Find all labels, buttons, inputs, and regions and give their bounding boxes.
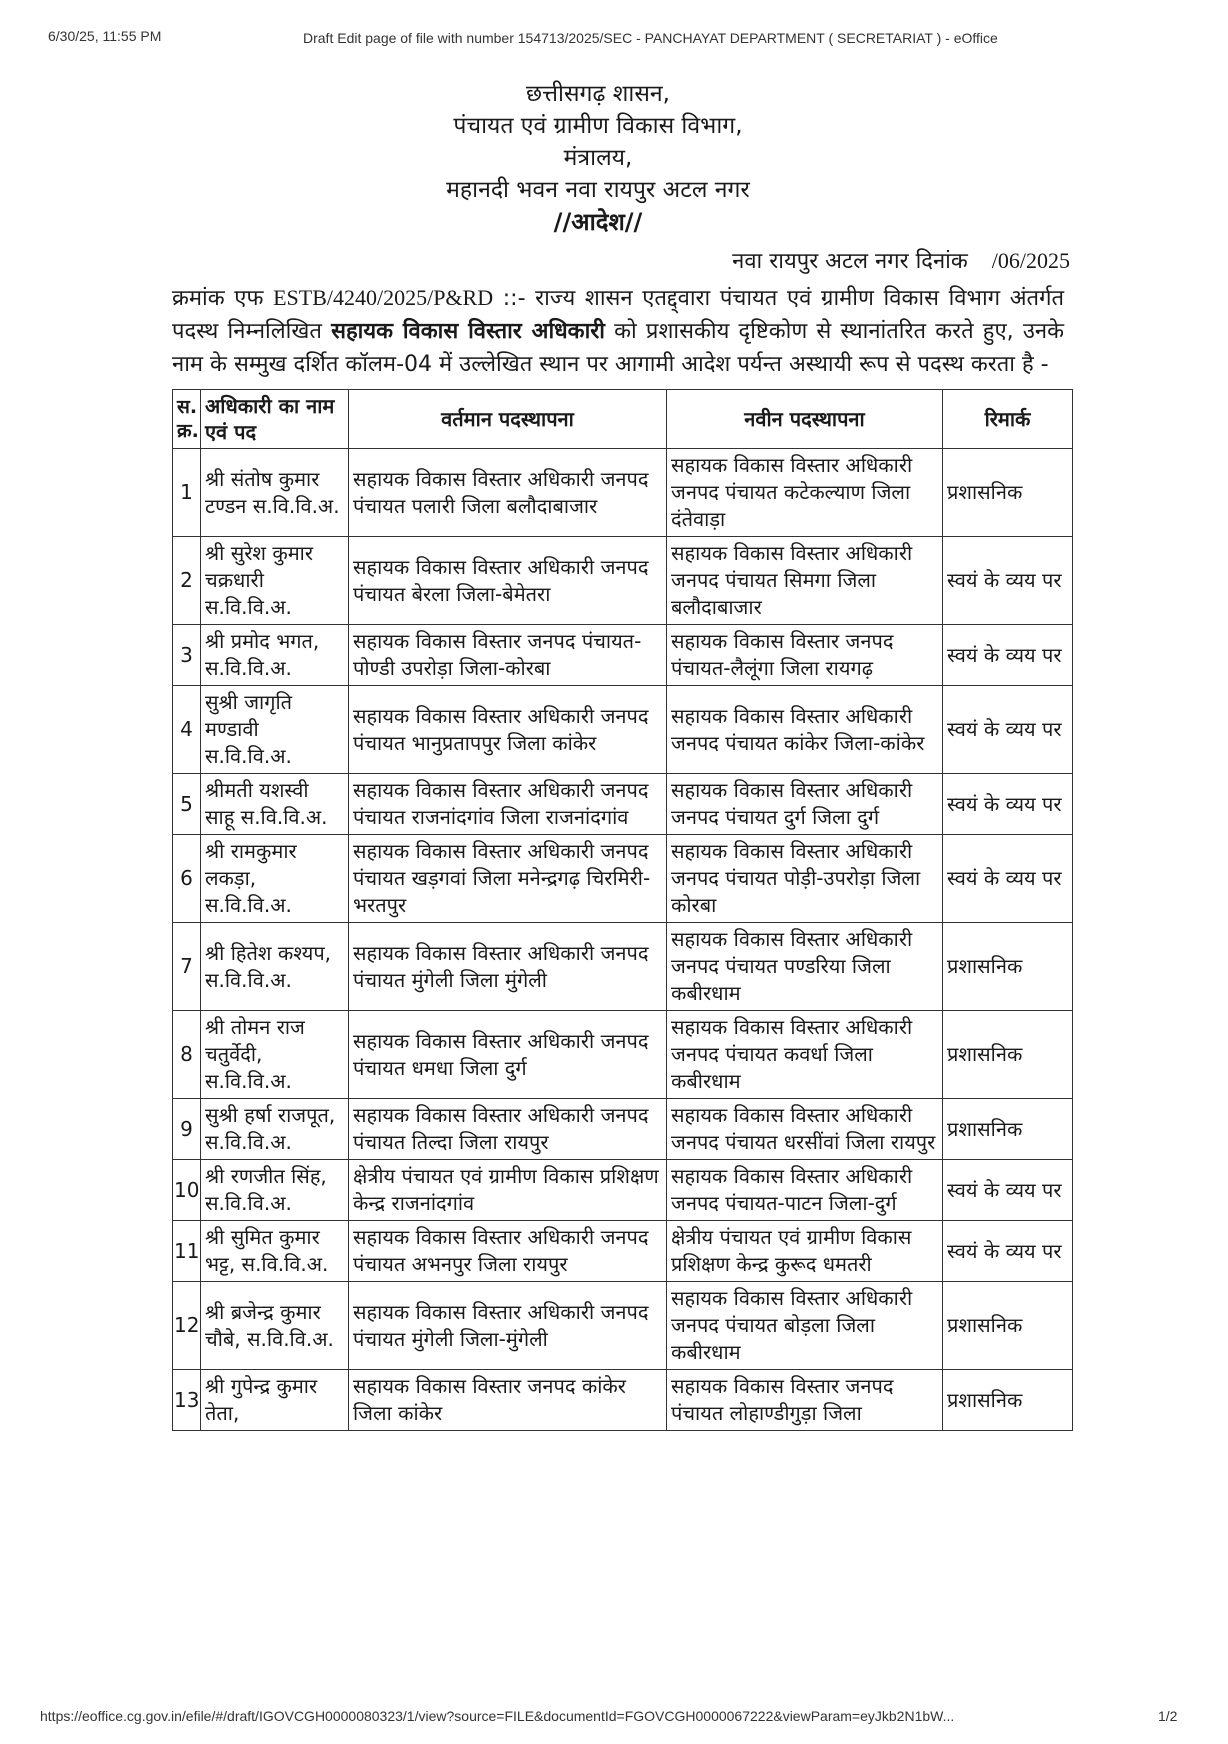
order-paragraph [172,281,1064,381]
reference-number: ESTB/4240/2025/P&RD [273,285,494,310]
row-remark: स्वयं के व्यय पर [943,1221,1073,1282]
row-sno: 7 [173,923,201,1011]
row-remark: स्वयं के व्यय पर [943,537,1073,625]
date-place: नवा रायपुर अटल नगर दिनांक [732,249,968,274]
table-row [173,1160,1073,1221]
row-current-posting: सहायक विकास विस्तार अधिकारी जनपद पंचायत राजनांदगांव जिला राजनांदगांव [349,774,667,835]
designation-bold: सहायक विकास विस्तार अधिकारी [331,319,605,344]
row-current-posting: सहायक विकास विस्तार अधिकारी जनपद पंचायत अभनपुर जिला रायपुर [349,1221,667,1282]
row-current-posting: सहायक विकास विस्तार अधिकारी जनपद पंचायत बेरला जिला-बेमेतरा [349,537,667,625]
table-row [173,1370,1073,1431]
document-body [172,78,1070,1431]
row-new-posting: सहायक विकास विस्तार जनपद पंचायत लोहाण्डीगुड़ा जिला [667,1370,943,1431]
transfer-table [172,389,1073,1431]
row-officer-name: श्री सुरेश कुमार चक्रधारी स.वि.वि.अ. [201,537,349,625]
table-row [173,686,1073,774]
table-row [173,1221,1073,1282]
table-row [173,1099,1073,1160]
row-new-posting: क्षेत्रीय पंचायत एवं ग्रामीण विकास प्रशिक्षण केन्द्र कुरूद धमतरी [667,1221,943,1282]
page-url: https://eoffice.cg.gov.in/efile/#/draft/IGOVCGH0000080323/1/view?source=FILE&documentId=FGOVCGH0000067222&viewParam=eyJkb2N1bW... [40,1708,955,1724]
row-new-posting: सहायक विकास विस्तार अधिकारी जनपद पंचायत कटेकल्याण जिला दंतेवाड़ा [667,449,943,537]
row-sno: 1 [173,449,201,537]
row-new-posting: सहायक विकास विस्तार अधिकारी जनपद पंचायत कवर्धा जिला कबीरधाम [667,1011,943,1099]
row-sno: 4 [173,686,201,774]
row-officer-name: श्री रणजीत सिंह, स.वि.वि.अ. [201,1160,349,1221]
print-datetime: 6/30/25, 11:55 PM [48,28,162,44]
order-prefix: क्रमांक एफ [172,286,274,311]
row-officer-name: श्री गुपेन्द्र कुमार तेता, [201,1370,349,1431]
row-new-posting: सहायक विकास विस्तार अधिकारी जनपद पंचायत सिमगा जिला बलौदाबाजार [667,537,943,625]
row-new-posting: सहायक विकास विस्तार अधिकारी जनपद पंचायत बोड़ला जिला कबीरधाम [667,1282,943,1370]
row-officer-name: श्रीमती यशस्वी साहू स.वि.वि.अ. [201,774,349,835]
row-officer-name: श्री तोमन राज चतुर्वेदी, स.वि.वि.अ. [201,1011,349,1099]
letterhead [132,78,1064,238]
row-remark: प्रशासनिक [943,1282,1073,1370]
row-officer-name: श्री रामकुमार लकड़ा, स.वि.वि.अ. [201,835,349,923]
row-current-posting: सहायक विकास विस्तार अधिकारी जनपद पंचायत खड़गवां जिला मनेन्द्रगढ़ चिरमिरी-भरतपुर [349,835,667,923]
row-new-posting: सहायक विकास विस्तार अधिकारी जनपद पंचायत पण्डरिया जिला कबीरधाम [667,923,943,1011]
table-header-row [173,390,1073,449]
table-row [173,774,1073,835]
row-remark: स्वयं के व्यय पर [943,1160,1073,1221]
table-row [173,1282,1073,1370]
row-current-posting: सहायक विकास विस्तार जनपद कांकेर जिला कांकेर [349,1370,667,1431]
row-new-posting: सहायक विकास विस्तार अधिकारी जनपद पंचायत धरसींवां जिला रायपुर [667,1099,943,1160]
header-current-posting: वर्तमान पदस्थापना [349,390,667,449]
row-remark: स्वयं के व्यय पर [943,625,1073,686]
letterhead-ministry: मंत्रालय, [563,145,633,171]
row-current-posting: सहायक विकास विस्तार अधिकारी जनपद पंचायत पलारी जिला बलौदाबाजार [349,449,667,537]
row-sno: 5 [173,774,201,835]
order-date: /06/2025 [991,248,1070,273]
letterhead-department: पंचायत एवं ग्रामीण विकास विभाग, [453,113,743,139]
row-sno: 8 [173,1011,201,1099]
letterhead-address: महानदी भवन नवा रायपुर अटल नगर [446,177,750,203]
date-line [172,244,1070,279]
row-remark: प्रशासनिक [943,1370,1073,1431]
row-officer-name: सुश्री जागृति मण्डावी स.वि.वि.अ. [201,686,349,774]
table-row [173,835,1073,923]
row-sno: 13 [173,1370,201,1431]
print-header [0,28,1228,52]
row-current-posting: सहायक विकास विस्तार अधिकारी जनपद पंचायत भानुप्रतापपुर जिला कांकेर [349,686,667,774]
row-sno: 3 [173,625,201,686]
row-remark: प्रशासनिक [943,1099,1073,1160]
print-footer [0,1708,1228,1732]
header-officer-name: अधिकारी का नाम एवं पद [201,390,349,449]
row-sno: 10 [173,1160,201,1221]
row-sno: 9 [173,1099,201,1160]
row-officer-name: श्री संतोष कुमार टण्डन स.वि.वि.अ. [201,449,349,537]
print-page-title: Draft Edit page of file with number 154713/2025/SEC - PANCHAYAT DEPARTMENT ( SECRETARIAT ) - eOffice [303,30,998,46]
row-officer-name: सुश्री हर्षा राजपूत, स.वि.वि.अ. [201,1099,349,1160]
row-new-posting: सहायक विकास विस्तार अधिकारी जनपद पंचायत पोड़ी-उपरोड़ा जिला कोरबा [667,835,943,923]
page-number: 1/2 [1158,1708,1178,1724]
header-sno: स. क्र. [173,390,201,449]
row-new-posting: सहायक विकास विस्तार जनपद पंचायत-लैलूंगा जिला रायगढ़ [667,625,943,686]
row-officer-name: श्री ब्रजेन्द्र कुमार चौबे, स.वि.वि.अ. [201,1282,349,1370]
row-new-posting: सहायक विकास विस्तार अधिकारी जनपद पंचायत दुर्ग जिला दुर्ग [667,774,943,835]
header-new-posting: नवीन पदस्थापना [667,390,943,449]
row-remark: स्वयं के व्यय पर [943,686,1073,774]
table-row [173,923,1073,1011]
row-current-posting: सहायक विकास विस्तार अधिकारी जनपद पंचायत धमधा जिला दुर्ग [349,1011,667,1099]
table-row [173,449,1073,537]
row-sno: 11 [173,1221,201,1282]
row-officer-name: श्री हितेश कश्यप, स.वि.वि.अ. [201,923,349,1011]
row-remark: स्वयं के व्यय पर [943,835,1073,923]
table-row [173,537,1073,625]
table-row [173,625,1073,686]
table-row [173,1011,1073,1099]
row-officer-name: श्री प्रमोद भगत, स.वि.वि.अ. [201,625,349,686]
table-body [173,449,1073,1431]
row-new-posting: सहायक विकास विस्तार अधिकारी जनपद पंचायत कांकेर जिला-कांकेर [667,686,943,774]
header-remark: रिमार्क [943,390,1073,449]
row-remark: प्रशासनिक [943,1011,1073,1099]
order-title: //आदेश// [553,208,643,236]
letterhead-government: छत्तीसगढ़ शासन, [526,81,670,107]
row-sno: 6 [173,835,201,923]
order-text-2: को प्रशासकीय दृष्टिकोण से स्थानांतरित करते हुए, उनके नाम के सम्मुख दर्शित कॉलम-04 में उल्लेखित स्थान पर आगामी आदेश पर्यन्त अस्थायी रूप से पदस्थ करता है - [172,319,1064,377]
row-new-posting: सहायक विकास विस्तार अधिकारी जनपद पंचायत-पाटन जिला-दुर्ग [667,1160,943,1221]
row-remark: स्वयं के व्यय पर [943,774,1073,835]
order-text-1: ::- राज्य शासन एतद्द्वारा पंचायत एवं ग्रामीण विकास विभाग अंतर्गत पदस्थ निम्नलिखित [172,286,1064,344]
row-officer-name: श्री सुमित कुमार भट्ट, स.वि.वि.अ. [201,1221,349,1282]
row-current-posting: सहायक विकास विस्तार अधिकारी जनपद पंचायत तिल्दा जिला रायपुर [349,1099,667,1160]
row-current-posting: सहायक विकास विस्तार जनपद पंचायत-पोण्डी उपरोड़ा जिला-कोरबा [349,625,667,686]
row-current-posting: क्षेत्रीय पंचायत एवं ग्रामीण विकास प्रशिक्षण केन्द्र राजनांदगांव [349,1160,667,1221]
row-current-posting: सहायक विकास विस्तार अधिकारी जनपद पंचायत मुंगेली जिला-मुंगेली [349,1282,667,1370]
row-current-posting: सहायक विकास विस्तार अधिकारी जनपद पंचायत मुंगेली जिला मुंगेली [349,923,667,1011]
row-remark: प्रशासनिक [943,923,1073,1011]
row-sno: 2 [173,537,201,625]
row-remark: प्रशासनिक [943,449,1073,537]
row-sno: 12 [173,1282,201,1370]
